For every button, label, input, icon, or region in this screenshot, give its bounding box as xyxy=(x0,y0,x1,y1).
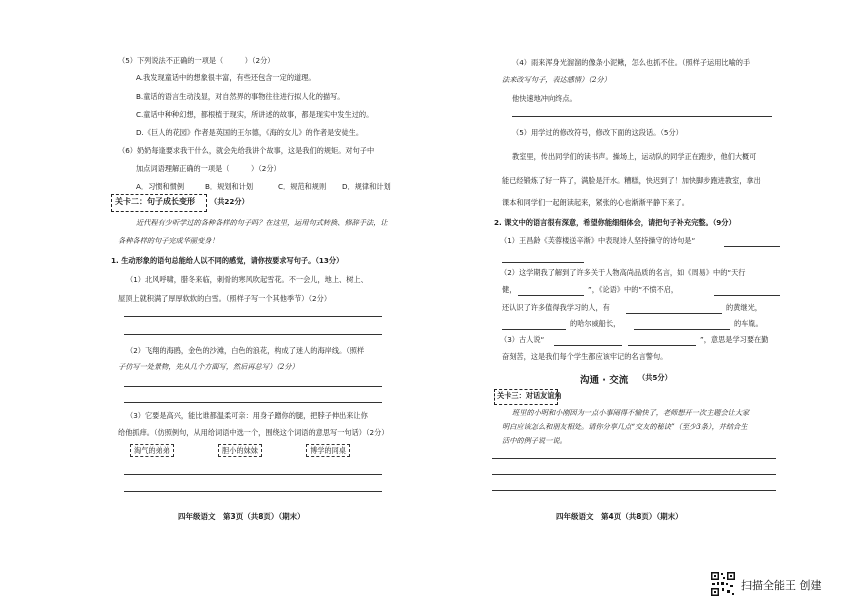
q2-2-line3b: 的黄继光， xyxy=(726,303,762,312)
q1-3-line1: （3）它要是高兴，能比谁都温柔可亲：用身子蹭你的腿，把脖子伸出来让你 xyxy=(126,411,368,420)
passage-line: 教室里，传出同学们的读书声。操场上，运动队的同学正在跑步，他们大概可 xyxy=(512,152,757,161)
answer-line[interactable] xyxy=(492,490,776,491)
q2-1: （1）王昌龄《芙蓉楼送辛渐》中表现诗人坚持操守的诗句是“ xyxy=(500,236,696,245)
section2-intro-2: 各种各样的句子完成华丽变身！ xyxy=(118,236,219,245)
answer-line[interactable] xyxy=(124,316,382,317)
section3-prompt-3: 活中的例子说一说。 xyxy=(502,436,567,445)
q1-2-line1: （2）飞翔的海鸥，金色的沙滩，白色的浪花，构成了迷人的海岸线。（照样 xyxy=(126,346,365,355)
fill-blank[interactable] xyxy=(724,238,780,247)
answer-line[interactable] xyxy=(492,474,776,475)
question-6-line2: 加点词语理解正确的一项是（ ）（2分） xyxy=(136,164,281,173)
question-4-line2: 法来改写句子，表达感情）（2分） xyxy=(502,75,611,84)
section-title: 沟通 · 交流 xyxy=(580,375,629,386)
answer-line[interactable] xyxy=(124,402,382,403)
q1-1-line2: 屋顶上就积满了厚厚软软的白雪。（照样子写一个其他季节）（2分） xyxy=(118,294,332,303)
section2-intro-1: 近代程有少听学过的各种各样的句子吗？在这里，运用句式转换、修辞手法，让 xyxy=(136,218,388,227)
option-a: A.我发现童话中的想象很丰富，有些还包含一定的道理。 xyxy=(136,73,316,82)
q2-2-line1: （2）这学期我了解到了许多关于人物高尚品质的名言，如《周易》中的“天行 xyxy=(500,268,746,277)
q6-option-a: A．习惯和惯例 xyxy=(136,182,185,191)
q2-3-line2: 奋刻苦，这是我们每个学生都应该牢记的名言警句。 xyxy=(502,352,668,361)
q2-2-line4a: 的哈尔威船长， xyxy=(570,319,621,328)
answer-line[interactable] xyxy=(124,334,382,335)
answer-line[interactable] xyxy=(492,458,776,459)
fill-blank[interactable] xyxy=(626,305,722,314)
fill-blank[interactable] xyxy=(502,321,566,330)
option-c: C.童话中种种幻想，都根植于现实，所讲述的故事，都是现实中发生过的。 xyxy=(136,110,374,119)
answer-line[interactable] xyxy=(124,491,382,492)
section-score: （共5分） xyxy=(638,373,672,382)
fill-blank[interactable] xyxy=(518,287,584,296)
word-tag: 淘气的弟弟 xyxy=(130,444,174,457)
qr-code-icon xyxy=(710,571,736,597)
question-5-edit: （5）用学过的修改符号，修改下面的这段话。（5分） xyxy=(512,128,683,137)
option-d: D.《巨人的花园》作者是英国的王尔德，《海的女儿》的作者是安徒生。 xyxy=(136,128,364,137)
word-tag: 博学的同桌 xyxy=(306,444,350,457)
question-6: （6）奶奶每逢要求我干什么，就会先给我讲个故事，这是我们的规矩。对句子中 xyxy=(118,146,375,155)
question-4-sentence: 他快速地冲向终点。 xyxy=(512,94,577,103)
fill-blank[interactable] xyxy=(714,287,780,296)
fill-blank[interactable] xyxy=(634,321,730,330)
right-page xyxy=(430,0,860,609)
watermark-text: 扫描全能王 创建 xyxy=(741,579,822,592)
q1-3-line2: 给他抓痒。（仿照例句，从用给词语中选一个，围绕这个词语的意思写一句话）（2分） xyxy=(118,428,389,437)
section2-title: 关卡二：句子成长变形 xyxy=(115,197,195,206)
option-b: B.童话的语言生动浅显，对自然界的事物往往进行拟人化的描写。 xyxy=(136,92,345,101)
section3-title: 关卡三：对话友谊角 xyxy=(497,391,562,400)
q2-3-line1a: （3）古人说“ xyxy=(500,335,545,344)
q1-1-line1: （1）北风呼啸，腊冬来临，刺骨的寒风吹起雪花。不一会儿，地上、树上、 xyxy=(126,275,368,284)
section3-prompt-2: 明白应该怎么和朋友相处。请你分享几点“交友的秘诀”（至少3条），并结合生 xyxy=(502,422,748,431)
scanner-watermark xyxy=(710,571,850,597)
section2-score: （共22分） xyxy=(210,197,249,206)
question-5: （5）下列说法不正确的一项是（ ）（2分） xyxy=(118,56,275,65)
q6-option-b: B．规划和计划 xyxy=(205,182,254,191)
fill-blank[interactable] xyxy=(628,337,696,346)
q2-2-line2b: ”，《论语》中的“不愤不启， xyxy=(588,285,679,294)
q1-2-line2: 子仿写一处景物，先从几个方面写，然后再总写）（2分） xyxy=(118,362,299,371)
answer-line[interactable] xyxy=(124,474,382,475)
q2-3-line1b: ”，意思是学习要在勤 xyxy=(700,335,769,344)
answer-line[interactable] xyxy=(124,386,382,387)
word-tag: 胆小的妹妹 xyxy=(218,444,262,457)
page-footer: 四年级语文 第4页（共8页）（期末） xyxy=(556,512,683,521)
question-2: 2. 课文中的语言很有深意，希望你能细细体会，请把句子补充完整。（9分） xyxy=(494,218,736,227)
passage-line: 课本和同学们一起朗读起来，紧张的心也渐渐平静下来了。 xyxy=(502,198,689,207)
q2-2-line4b: 的车胤。 xyxy=(734,319,763,328)
passage-line: 能已经锻炼了好一阵了，满脸是汗水。糟糕，快迟到了！加快脚步跑进教室，拿出 xyxy=(502,176,761,185)
question-1: 1. 生动形象的语句总能给人以不同的感觉，请你按要求写句子。（13分） xyxy=(111,256,344,265)
q2-2-line3a: 还认识了许多值得我学习的人，有 xyxy=(502,303,610,312)
q6-option-c: C．规范和规则 xyxy=(278,182,327,191)
page-footer: 四年级语文 第3页（共8页）（期末） xyxy=(178,512,305,521)
q6-option-d: D．规律和计划 xyxy=(342,182,391,191)
answer-line[interactable] xyxy=(512,116,772,117)
fill-blank[interactable] xyxy=(502,254,584,263)
q2-2-line2a: 健， xyxy=(502,285,517,294)
fill-blank[interactable] xyxy=(554,337,622,346)
question-4: （4）雨来浑身光溜溜的像条小泥鳅，怎么也抓不住。（照样子运用比喻的手 xyxy=(512,58,751,67)
section3-prompt-1: 班里的小明和小刚因为一点小事闹得不愉快了，老师想开一次主题会让大家 xyxy=(512,408,750,417)
